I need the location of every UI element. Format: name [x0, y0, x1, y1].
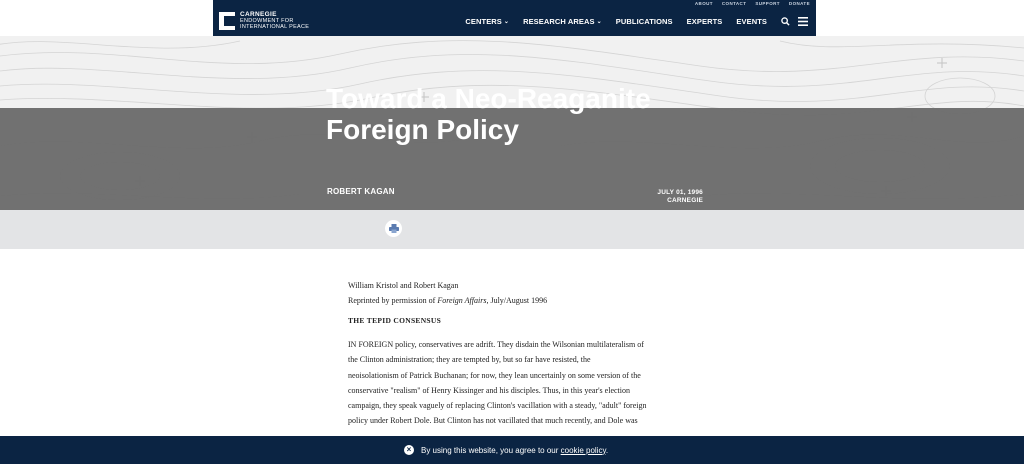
- section-heading: THE TEPID CONSENSUS: [348, 316, 442, 325]
- chevron-down-icon: ⌄: [503, 18, 510, 25]
- paragraph-line: conservative "realism" of Henry Kissinger and his disciples. Thus, in this year's election: [348, 385, 630, 395]
- hamburger-menu-icon[interactable]: [796, 14, 810, 28]
- nav-item-label: RESEARCH AREAS: [523, 16, 595, 26]
- nav-item-label: EVENTS: [736, 16, 767, 26]
- nav-item-label: PUBLICATIONS: [615, 16, 673, 26]
- cookie-banner: [0, 436, 1024, 464]
- nav-item-centers[interactable]: [458, 17, 516, 26]
- logo-mark-icon: [219, 12, 235, 30]
- author-link[interactable]: ROBERT KAGAN: [327, 187, 395, 196]
- publication-date: JULY 01, 1996: [657, 189, 703, 196]
- utility-nav: [695, 0, 810, 8]
- reprint-suffix: , July/August 1996: [486, 296, 548, 305]
- paragraph-line: policy under Robert Dole. But Clinton has not vacillated that much recently, and Dole was: [348, 416, 638, 426]
- utility-link-support[interactable]: SUPPORT: [755, 1, 780, 6]
- site-header: [0, 0, 1024, 36]
- paragraph-line: neoisolationism of Patrick Buchanan; for now, they lean uncertainly on some version of the: [348, 370, 641, 380]
- print-button[interactable]: [385, 220, 402, 237]
- utility-link-about[interactable]: ABOUT: [694, 1, 713, 6]
- logo-line-2: ENDOWMENT FOR: [240, 18, 294, 24]
- print-icon: [389, 224, 399, 233]
- main-nav: [458, 14, 810, 28]
- page-title-line-1: Toward a Neo-Reaganite: [326, 83, 651, 114]
- cookie-suffix: .: [605, 445, 609, 455]
- cookie-text: By using this website, you agree to our: [421, 445, 561, 455]
- article-authors: William Kristol and Robert Kagan: [348, 281, 459, 290]
- utility-link-contact[interactable]: CONTACT: [721, 1, 747, 6]
- article-body: [348, 278, 684, 429]
- close-icon[interactable]: ×: [404, 445, 414, 455]
- reprint-note: [348, 293, 684, 308]
- nav-item-experts[interactable]: [680, 17, 730, 26]
- reprint-publication: Foreign Affairs: [437, 296, 487, 305]
- logo-text: [240, 12, 309, 30]
- nav-item-label: EXPERTS: [686, 16, 723, 26]
- article-paragraph: [348, 337, 684, 429]
- nav-item-publications[interactable]: [609, 17, 680, 26]
- article-toolbar: [0, 210, 1024, 249]
- cookie-message: [421, 446, 608, 455]
- logo-line-1: CARNEGIE: [240, 11, 277, 18]
- page-title: [326, 83, 726, 145]
- reprint-prefix: Reprinted by permission of: [348, 296, 438, 305]
- nav-item-research-areas[interactable]: [516, 17, 609, 26]
- carnegie-logo[interactable]: [219, 12, 309, 30]
- paragraph-line: campaign, they speak vaguely of replacing Clinton's vacillation with a steady, "adult" foreign: [348, 401, 647, 411]
- paragraph-line: the Clinton administration; they are tempted by, but so far have resisted, the: [348, 355, 591, 365]
- search-icon[interactable]: [778, 14, 792, 28]
- chevron-down-icon: ⌄: [596, 18, 602, 25]
- publication-meta: [657, 189, 703, 205]
- utility-link-donate[interactable]: DONATE: [788, 1, 810, 6]
- logo-line-3: INTERNATIONAL PEACE: [240, 24, 310, 30]
- nav-item-label: CENTERS: [465, 16, 502, 26]
- cookie-banner-content: [404, 445, 608, 455]
- cookie-policy-link[interactable]: cookie policy: [560, 445, 606, 455]
- header-bar: [213, 0, 816, 36]
- paragraph-line: IN FOREIGN policy, conservatives are adrift. They disdain the Wilsonian multilateralism of: [348, 340, 644, 349]
- nav-item-events[interactable]: [729, 17, 774, 26]
- publication-source: CARNEGIE: [667, 197, 703, 204]
- page-title-line-2: Foreign Policy: [326, 114, 519, 145]
